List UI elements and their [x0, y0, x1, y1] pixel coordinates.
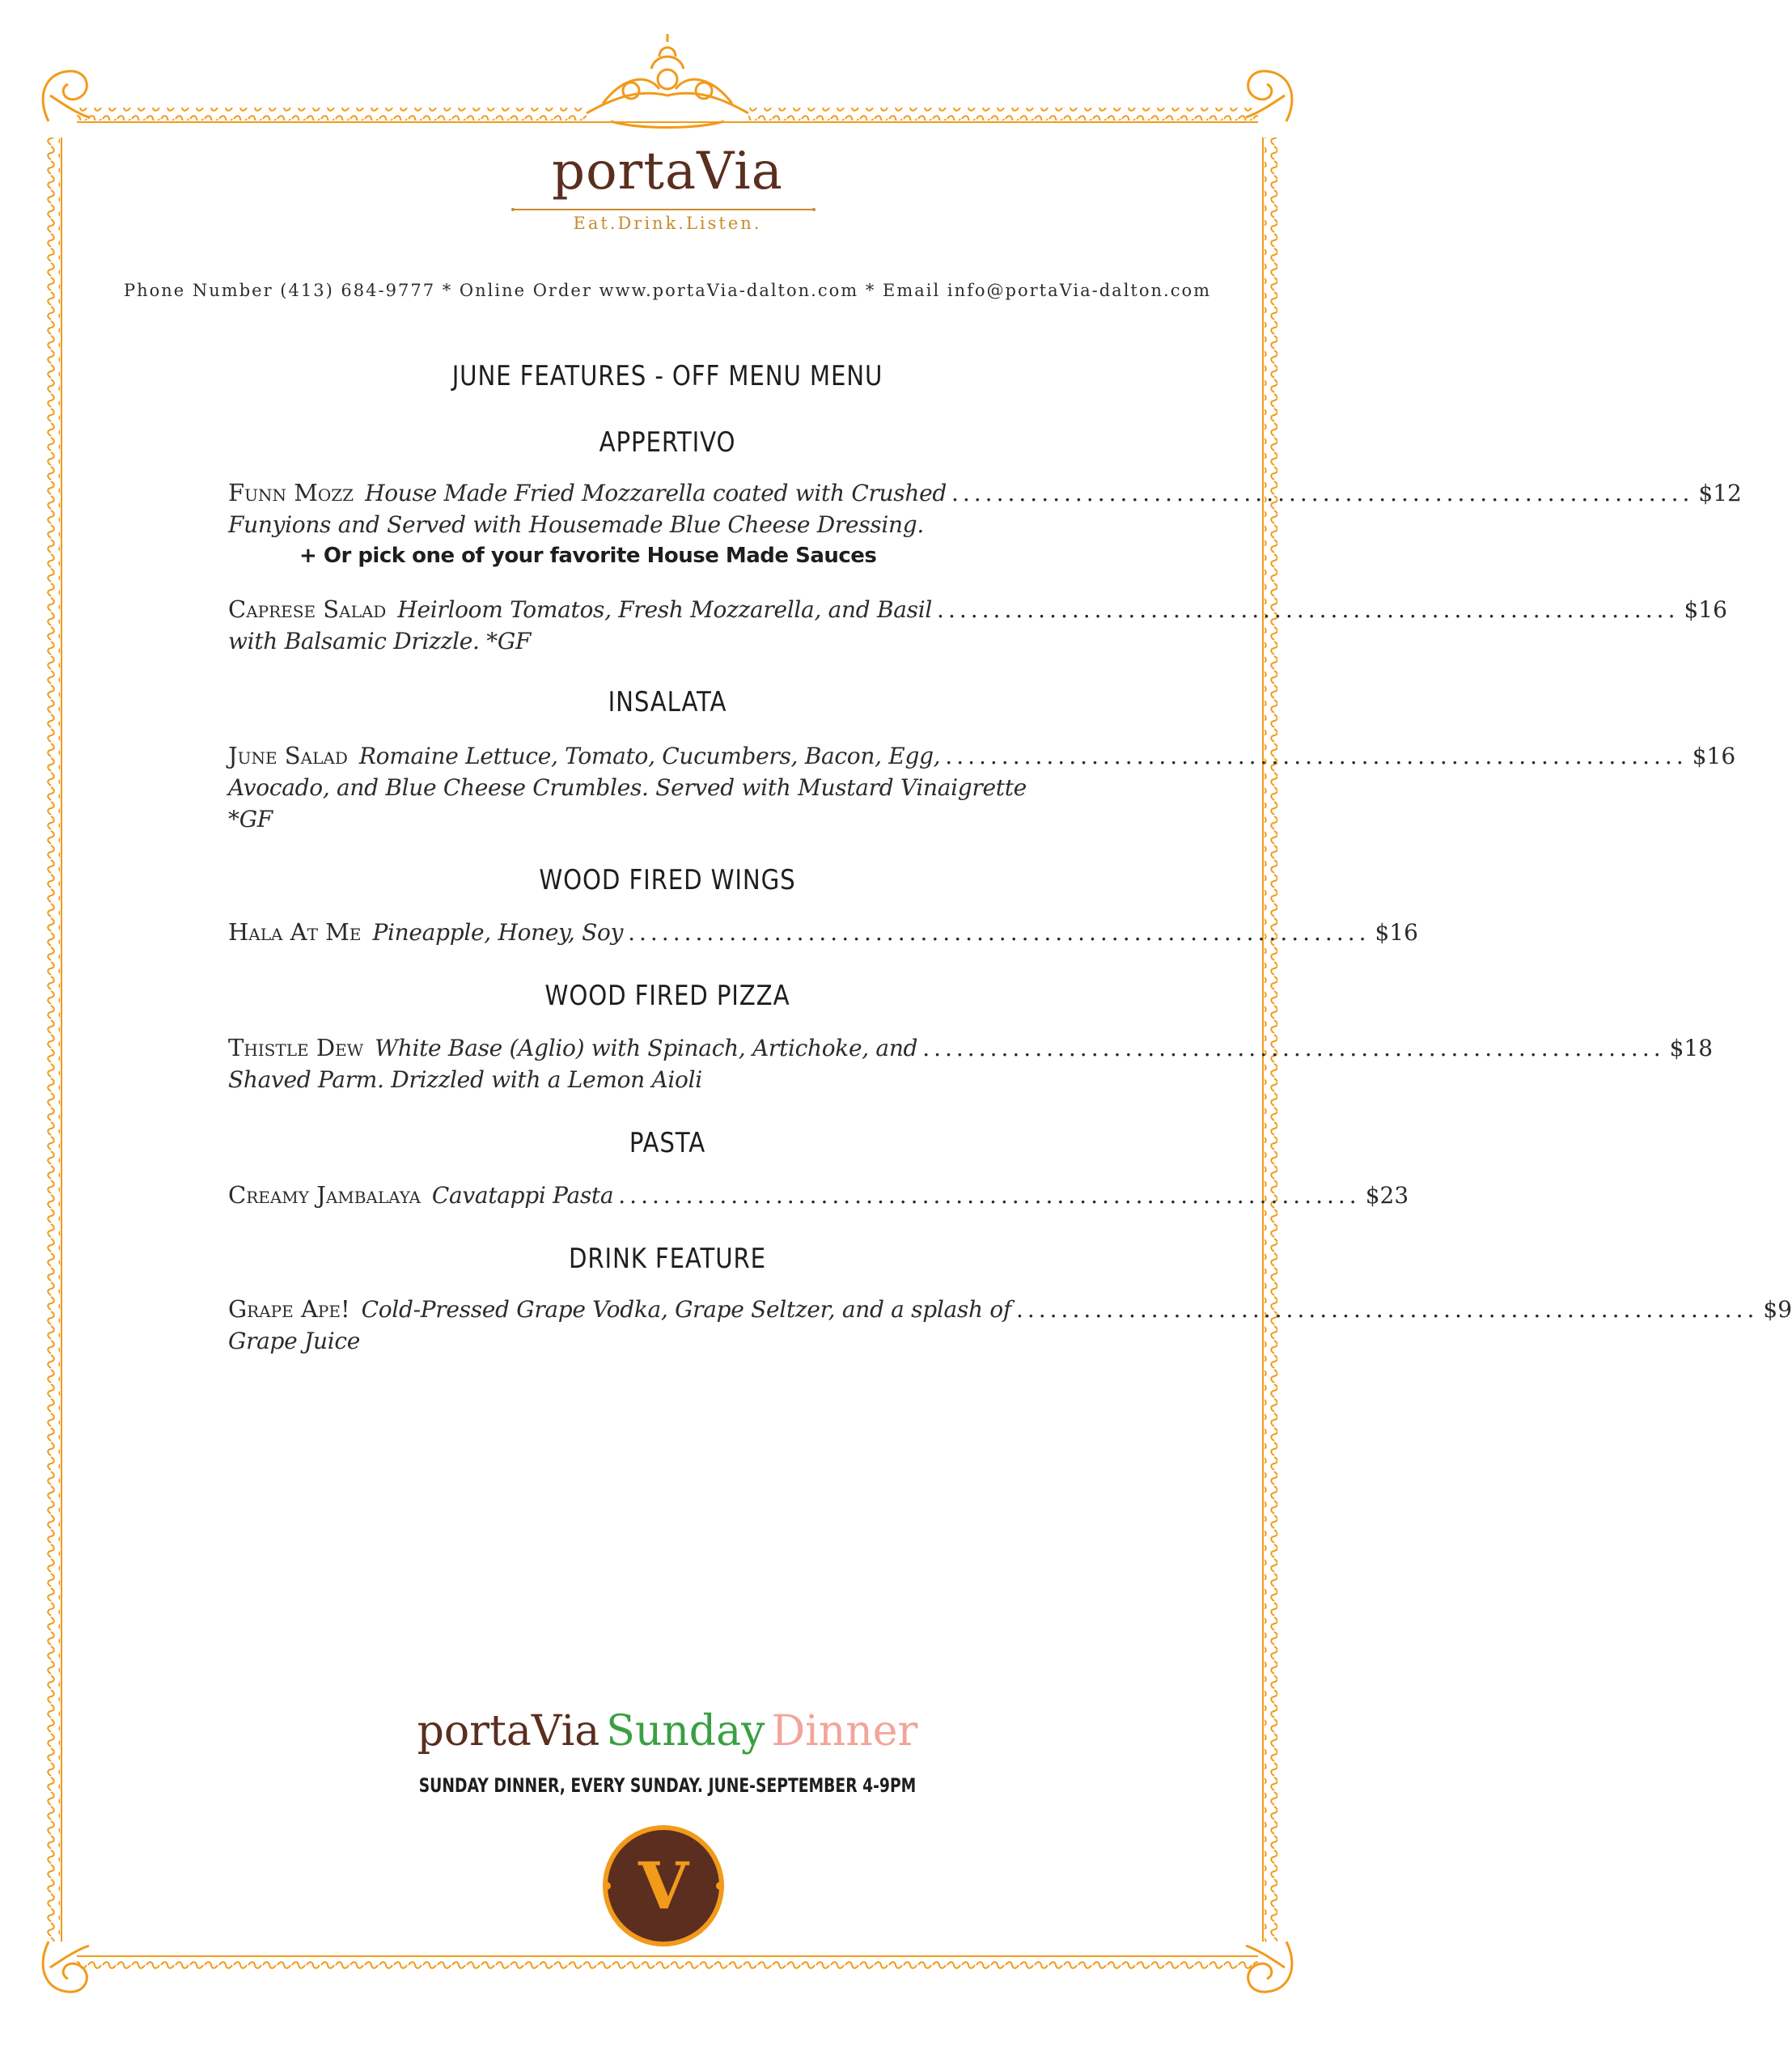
item-description-cont: with Balsamic Drizzle. *GF — [228, 628, 532, 654]
item-description-cont: Shaved Parm. Drizzled with a Lemon Aioli — [228, 1066, 702, 1093]
item-price: $18 — [1669, 1035, 1714, 1061]
item-price: $12 — [1698, 480, 1742, 506]
item-description-cont: Grape Juice — [228, 1328, 361, 1354]
section-heading: WOOD FIRED PIZZA — [544, 980, 790, 1012]
sunday-title-brand: portaVia — [417, 1707, 600, 1756]
menu-title: JUNE FEATURES - OFF MENU MENU — [451, 360, 883, 392]
item-name: Creamy Jambalaya — [228, 1181, 421, 1209]
dot-leader: .................................................................. — [1015, 1296, 1759, 1323]
dot-leader: .................................................................. — [628, 919, 1370, 946]
menu-item — [228, 918, 1418, 951]
section-heading: INSALATA — [608, 686, 727, 718]
item-name: Caprese Salad — [228, 595, 387, 623]
item-description: House Made Fried Mozzarella coated with Crushed — [365, 480, 947, 506]
sunday-dinner-subtitle: SUNDAY DINNER, EVERY SUNDAY. JUNE-SEPTEMBER 4-9PM — [418, 1774, 917, 1797]
menu-item — [228, 1034, 1714, 1098]
sunday-title-dinner: Dinner — [771, 1707, 918, 1756]
v-logo-badge — [599, 1821, 728, 1951]
dot-leader: .................................................................. — [922, 1035, 1665, 1061]
item-description: Romaine Lettuce, Tomato, Cucumbers, Bacon, Egg, — [358, 743, 941, 769]
top-flourish — [587, 34, 748, 128]
sunday-dinner-title — [0, 1707, 1335, 1756]
item-description-cont: Avocado, and Blue Cheese Crumbles. Served with Mustard Vinaigrette — [228, 774, 1027, 801]
brand-name: portaVia — [552, 142, 783, 201]
item-description: White Base (Aglio) with Spinach, Artichoke, and — [375, 1035, 918, 1061]
menu-item — [228, 1181, 1409, 1214]
item-name: Funn Mozz — [228, 479, 354, 506]
item-description-cont: Funyions and Served with Housemade Blue Cheese Dressing. — [228, 511, 924, 538]
item-name: Thistle Dew — [228, 1034, 364, 1061]
item-name: Grape Ape! — [228, 1295, 350, 1323]
item-name: Hala At Me — [228, 918, 362, 946]
item-price: $16 — [1375, 919, 1418, 946]
brand-logo — [0, 142, 1335, 201]
item-name: June Salad — [228, 742, 348, 769]
item-price: $9 — [1763, 1296, 1792, 1323]
badge-letter: V — [638, 1848, 689, 1924]
item-description: Heirloom Tomatos, Fresh Mozzarella, and Basil — [397, 596, 933, 623]
item-description: Cold-Pressed Grape Vodka, Grape Seltzer, and a splash of — [361, 1296, 1011, 1323]
item-description: Pineapple, Honey, Soy — [372, 919, 624, 946]
dot-leader: .................................................................. — [937, 596, 1680, 623]
menu-item — [228, 1295, 1792, 1359]
section-heading: APPERTIVO — [599, 426, 736, 459]
item-price: $16 — [1692, 743, 1736, 769]
item-description: Cavatappi Pasta — [431, 1182, 614, 1209]
sunday-title-day: Sunday — [606, 1707, 765, 1756]
menu-item — [228, 479, 1742, 543]
section-heading: DRINK FEATURE — [568, 1243, 767, 1275]
contact-info: Phone Number (413) 684-9777 * Online Order www.portaVia-dalton.com * Email info@portaVia-dalton.com — [123, 281, 1212, 300]
section-heading: WOOD FIRED WINGS — [539, 864, 796, 896]
item-price: $23 — [1365, 1182, 1409, 1209]
item-description-cont: *GF — [228, 806, 273, 832]
section-heading: PASTA — [629, 1127, 706, 1159]
dot-leader: .................................................................. — [618, 1182, 1361, 1209]
menu-item — [228, 595, 1727, 659]
item-addon-note: + Or pick one of your favorite House Made Sauces — [299, 544, 877, 568]
menu-item — [228, 742, 1736, 837]
brand-tagline: Eat.Drink.Listen. — [573, 214, 762, 233]
dot-leader: .................................................................. — [951, 480, 1694, 506]
item-price: $16 — [1684, 596, 1727, 623]
logo-underline — [510, 208, 817, 211]
dot-leader: .................................................................. — [945, 743, 1688, 769]
